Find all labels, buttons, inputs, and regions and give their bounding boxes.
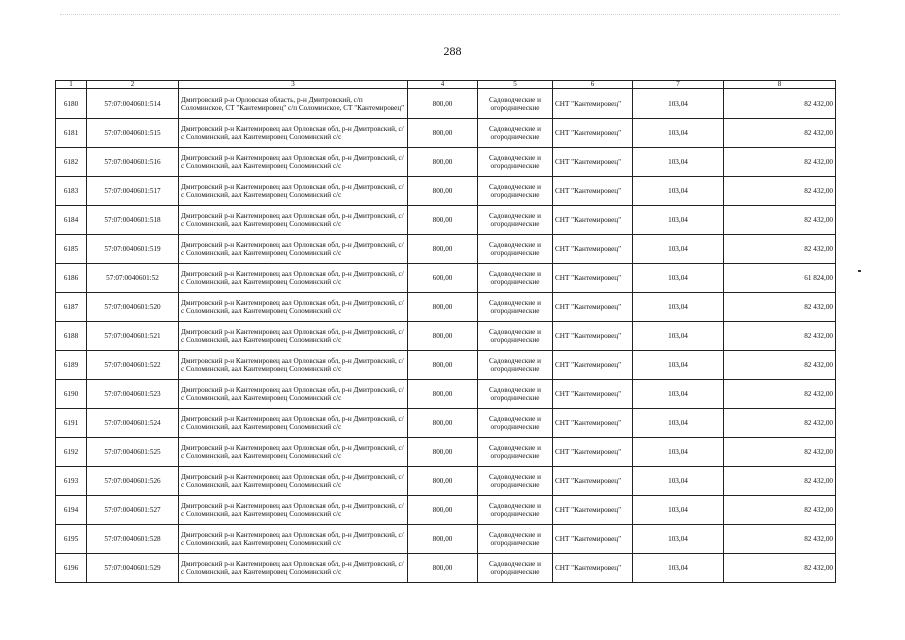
owner-cell: СНТ "Кантемировец" <box>553 525 633 554</box>
area-cell: 800,00 <box>408 496 478 525</box>
cadastral-value-cell: 82 432,00 <box>724 322 836 351</box>
address-cell: Дмитровский р-н Кантемировец аал Орловская обл, р-н Дмитровский, с/с Соломинский, аал Кантемировец Соломинский с/с <box>179 525 408 554</box>
column-number-row <box>56 81 836 89</box>
land-use-cell: Садоводческие и огороднические <box>478 351 553 380</box>
area-cell: 800,00 <box>408 380 478 409</box>
specific-value-cell: 103,04 <box>633 438 724 467</box>
cadastral-number-cell: 57:07:0040601:525 <box>87 438 179 467</box>
area-cell: 600,00 <box>408 264 478 293</box>
land-use-cell: Садоводческие и огороднические <box>478 496 553 525</box>
table-row <box>56 177 836 206</box>
column-header-3: 3 <box>179 81 408 89</box>
column-header-4: 4 <box>408 81 478 89</box>
owner-cell: СНТ "Кантемировец" <box>553 496 633 525</box>
row-number-cell: 6195 <box>56 525 87 554</box>
area-cell: 800,00 <box>408 177 478 206</box>
row-number-cell: 6192 <box>56 438 87 467</box>
cadastral-number-cell: 57:07:0040601:518 <box>87 206 179 235</box>
row-number-cell: 6180 <box>56 89 87 119</box>
page-number: 288 <box>443 44 462 58</box>
cadastral-number-cell: 57:07:0040601:520 <box>87 293 179 322</box>
cadastral-number-cell: 57:07:0040601:519 <box>87 235 179 264</box>
owner-cell: СНТ "Кантемировец" <box>553 264 633 293</box>
table-row <box>56 496 836 525</box>
land-use-cell: Садоводческие и огороднические <box>478 438 553 467</box>
area-cell: 800,00 <box>408 235 478 264</box>
land-use-cell: Садоводческие и огороднические <box>478 119 553 148</box>
margin-mark <box>858 270 861 272</box>
land-use-cell: Садоводческие и огороднические <box>478 322 553 351</box>
owner-cell: СНТ "Кантемировец" <box>553 438 633 467</box>
cadastral-number-cell: 57:07:0040601:514 <box>87 89 179 119</box>
table-row <box>56 89 836 119</box>
land-use-cell: Садоводческие и огороднические <box>478 467 553 496</box>
area-cell: 800,00 <box>408 409 478 438</box>
row-number-cell: 6181 <box>56 119 87 148</box>
cadastral-number-cell: 57:07:0040601:523 <box>87 380 179 409</box>
table-row <box>56 438 836 467</box>
specific-value-cell: 103,04 <box>633 409 724 438</box>
address-cell: Дмитровский р-н Кантемировец аал Орловская обл, р-н Дмитровский, с/с Соломинский, аал Кантемировец Соломинский с/с <box>179 380 408 409</box>
column-header-2: 2 <box>87 81 179 89</box>
address-cell: Дмитровский р-н Кантемировец аал Орловская обл, р-н Дмитровский, с/с Соломинский, аал Кантемировец Соломинский с/с <box>179 293 408 322</box>
table-row <box>56 293 836 322</box>
cadastral-value-cell: 82 432,00 <box>724 148 836 177</box>
area-cell: 800,00 <box>408 322 478 351</box>
row-number-cell: 6187 <box>56 293 87 322</box>
cadastral-number-cell: 57:07:0040601:521 <box>87 322 179 351</box>
address-cell: Дмитровский р-н Кантемировец аал Орловская обл, р-н Дмитровский, с/с Соломинский, аал Кантемировец Соломинский с/с <box>179 148 408 177</box>
address-cell: Дмитровский р-н Кантемировец аал Орловская обл, р-н Дмитровский, с/с Соломинский, аал Кантемировец Соломинский с/с <box>179 351 408 380</box>
specific-value-cell: 103,04 <box>633 264 724 293</box>
cadastral-value-cell: 82 432,00 <box>724 293 836 322</box>
land-use-cell: Садоводческие и огороднические <box>478 293 553 322</box>
area-cell: 800,00 <box>408 119 478 148</box>
cadastral-value-cell: 82 432,00 <box>724 438 836 467</box>
owner-cell: СНТ "Кантемировец" <box>553 206 633 235</box>
specific-value-cell: 103,04 <box>633 206 724 235</box>
address-cell: Дмитровский р-н Кантемировец аал Орловская обл, р-н Дмитровский, с/с Соломинский, аал Кантемировец Соломинский с/с <box>179 264 408 293</box>
cadastral-value-cell: 82 432,00 <box>724 467 836 496</box>
area-cell: 800,00 <box>408 351 478 380</box>
column-header-1: 1 <box>56 81 87 89</box>
cadastral-value-cell: 82 432,00 <box>724 235 836 264</box>
land-use-cell: Садоводческие и огороднические <box>478 525 553 554</box>
cadastral-value-cell: 61 824,00 <box>724 264 836 293</box>
cadastral-number-cell: 57:07:0040601:528 <box>87 525 179 554</box>
land-use-cell: Садоводческие и огороднические <box>478 177 553 206</box>
area-cell: 800,00 <box>408 438 478 467</box>
cadastral-value-cell: 82 432,00 <box>724 525 836 554</box>
owner-cell: СНТ "Кантемировец" <box>553 322 633 351</box>
specific-value-cell: 103,04 <box>633 177 724 206</box>
land-use-cell: Садоводческие и огороднические <box>478 409 553 438</box>
row-number-cell: 6190 <box>56 380 87 409</box>
cadastral-value-cell: 82 432,00 <box>724 496 836 525</box>
cadastral-number-cell: 57:07:0040601:517 <box>87 177 179 206</box>
land-use-cell: Садоводческие и огороднические <box>478 380 553 409</box>
cadastral-number-cell: 57:07:0040601:522 <box>87 351 179 380</box>
address-cell: Дмитровский р-н Кантемировец аал Орловская обл, р-н Дмитровский, с/с Соломинский, аал Кантемировец Соломинский с/с <box>179 438 408 467</box>
land-use-cell: Садоводческие и огороднические <box>478 264 553 293</box>
land-use-cell: Садоводческие и огороднические <box>478 148 553 177</box>
specific-value-cell: 103,04 <box>633 525 724 554</box>
cadastral-value-cell: 82 432,00 <box>724 554 836 583</box>
table-row <box>56 148 836 177</box>
row-number-cell: 6188 <box>56 322 87 351</box>
table-row <box>56 525 836 554</box>
column-header-6: 6 <box>553 81 633 89</box>
cadastral-number-cell: 57:07:0040601:526 <box>87 467 179 496</box>
owner-cell: СНТ "Кантемировец" <box>553 409 633 438</box>
cadastral-value-cell: 82 432,00 <box>724 119 836 148</box>
area-cell: 800,00 <box>408 206 478 235</box>
cadastral-value-cell: 82 432,00 <box>724 89 836 119</box>
land-use-cell: Садоводческие и огороднические <box>478 554 553 583</box>
land-use-cell: Садоводческие и огороднические <box>478 89 553 119</box>
table-row <box>56 119 836 148</box>
owner-cell: СНТ "Кантемировец" <box>553 351 633 380</box>
address-cell: Дмитровский р-н Кантемировец аал Орловская обл, р-н Дмитровский, с/с Соломинский, аал Кантемировец Соломинский с/с <box>179 322 408 351</box>
row-number-cell: 6185 <box>56 235 87 264</box>
row-number-cell: 6189 <box>56 351 87 380</box>
address-cell: Дмитровский р-н Кантемировец аал Орловская обл, р-н Дмитровский, с/с Соломинский, аал Кантемировец Соломинский с/с <box>179 206 408 235</box>
cadastral-number-cell: 57:07:0040601:516 <box>87 148 179 177</box>
table-body <box>56 89 836 583</box>
owner-cell: СНТ "Кантемировец" <box>553 148 633 177</box>
land-registry-table <box>55 80 836 583</box>
owner-cell: СНТ "Кантемировец" <box>553 119 633 148</box>
table-row <box>56 351 836 380</box>
cadastral-value-cell: 82 432,00 <box>724 206 836 235</box>
area-cell: 800,00 <box>408 554 478 583</box>
address-cell: Дмитровский р-н Кантемировец аал Орловская обл, р-н Дмитровский, с/с Соломинский, аал Кантемировец Соломинский с/с <box>179 496 408 525</box>
address-cell: Дмитровский р-н Кантемировец аал Орловская обл, р-н Дмитровский, с/с Соломинский, аал Кантемировец Соломинский с/с <box>179 467 408 496</box>
address-cell: Дмитровский р-н Кантемировец аал Орловская обл, р-н Дмитровский, с/с Соломинский, аал Кантемировец Соломинский с/с <box>179 235 408 264</box>
table-row <box>56 409 836 438</box>
cadastral-number-cell: 57:07:0040601:529 <box>87 554 179 583</box>
cadastral-value-cell: 82 432,00 <box>724 380 836 409</box>
table-row <box>56 380 836 409</box>
row-number-cell: 6191 <box>56 409 87 438</box>
row-number-cell: 6182 <box>56 148 87 177</box>
cadastral-value-cell: 82 432,00 <box>724 177 836 206</box>
owner-cell: СНТ "Кантемировец" <box>553 554 633 583</box>
specific-value-cell: 103,04 <box>633 235 724 264</box>
specific-value-cell: 103,04 <box>633 89 724 119</box>
owner-cell: СНТ "Кантемировец" <box>553 177 633 206</box>
address-cell: Дмитровский р-н Кантемировец аал Орловская обл, р-н Дмитровский, с/с Соломинский, аал Кантемировец Соломинский с/с <box>179 177 408 206</box>
area-cell: 800,00 <box>408 525 478 554</box>
cadastral-number-cell: 57:07:0040601:52 <box>87 264 179 293</box>
specific-value-cell: 103,04 <box>633 148 724 177</box>
table-row <box>56 264 836 293</box>
row-number-cell: 6186 <box>56 264 87 293</box>
table-row <box>56 467 836 496</box>
column-header-5: 5 <box>478 81 553 89</box>
row-number-cell: 6184 <box>56 206 87 235</box>
cadastral-value-cell: 82 432,00 <box>724 351 836 380</box>
specific-value-cell: 103,04 <box>633 380 724 409</box>
address-cell: Дмитровский р-н Кантемировец аал Орловская обл, р-н Дмитровский, с/с Соломинский, аал Кантемировец Соломинский с/с <box>179 409 408 438</box>
area-cell: 800,00 <box>408 293 478 322</box>
cadastral-number-cell: 57:07:0040601:527 <box>87 496 179 525</box>
table-row <box>56 235 836 264</box>
cadastral-number-cell: 57:07:0040601:515 <box>87 119 179 148</box>
area-cell: 800,00 <box>408 89 478 119</box>
specific-value-cell: 103,04 <box>633 322 724 351</box>
owner-cell: СНТ "Кантемировец" <box>553 293 633 322</box>
table-row <box>56 206 836 235</box>
owner-cell: СНТ "Кантемировец" <box>553 235 633 264</box>
land-use-cell: Садоводческие и огороднические <box>478 235 553 264</box>
owner-cell: СНТ "Кантемировец" <box>553 467 633 496</box>
owner-cell: СНТ "Кантемировец" <box>553 380 633 409</box>
row-number-cell: 6193 <box>56 467 87 496</box>
specific-value-cell: 103,04 <box>633 496 724 525</box>
column-header-8: 8 <box>724 81 836 89</box>
specific-value-cell: 103,04 <box>633 351 724 380</box>
address-cell: Дмитровский р-н Орловская область, р-н Дмитровский, с/п Соломинское, СТ "Кантемировец" с/п Соломинское, СТ "Кантемировец" <box>179 89 408 119</box>
area-cell: 800,00 <box>408 148 478 177</box>
row-number-cell: 6194 <box>56 496 87 525</box>
land-use-cell: Садоводческие и огороднические <box>478 206 553 235</box>
cadastral-value-cell: 82 432,00 <box>724 409 836 438</box>
specific-value-cell: 103,04 <box>633 293 724 322</box>
address-cell: Дмитровский р-н Кантемировец аал Орловская обл, р-н Дмитровский, с/с Соломинский, аал Кантемировец Соломинский с/с <box>179 554 408 583</box>
area-cell: 800,00 <box>408 467 478 496</box>
address-cell: Дмитровский р-н Кантемировец аал Орловская обл, р-н Дмитровский, с/с Соломинский, аал Кантемировец Соломинский с/с <box>179 119 408 148</box>
table-row <box>56 322 836 351</box>
table-row <box>56 554 836 583</box>
specific-value-cell: 103,04 <box>633 119 724 148</box>
column-header-7: 7 <box>633 81 724 89</box>
specific-value-cell: 103,04 <box>633 467 724 496</box>
scan-artifact-line <box>60 14 840 19</box>
specific-value-cell: 103,04 <box>633 554 724 583</box>
row-number-cell: 6183 <box>56 177 87 206</box>
owner-cell: СНТ "Кантемировец" <box>553 89 633 119</box>
row-number-cell: 6196 <box>56 554 87 583</box>
cadastral-number-cell: 57:07:0040601:524 <box>87 409 179 438</box>
